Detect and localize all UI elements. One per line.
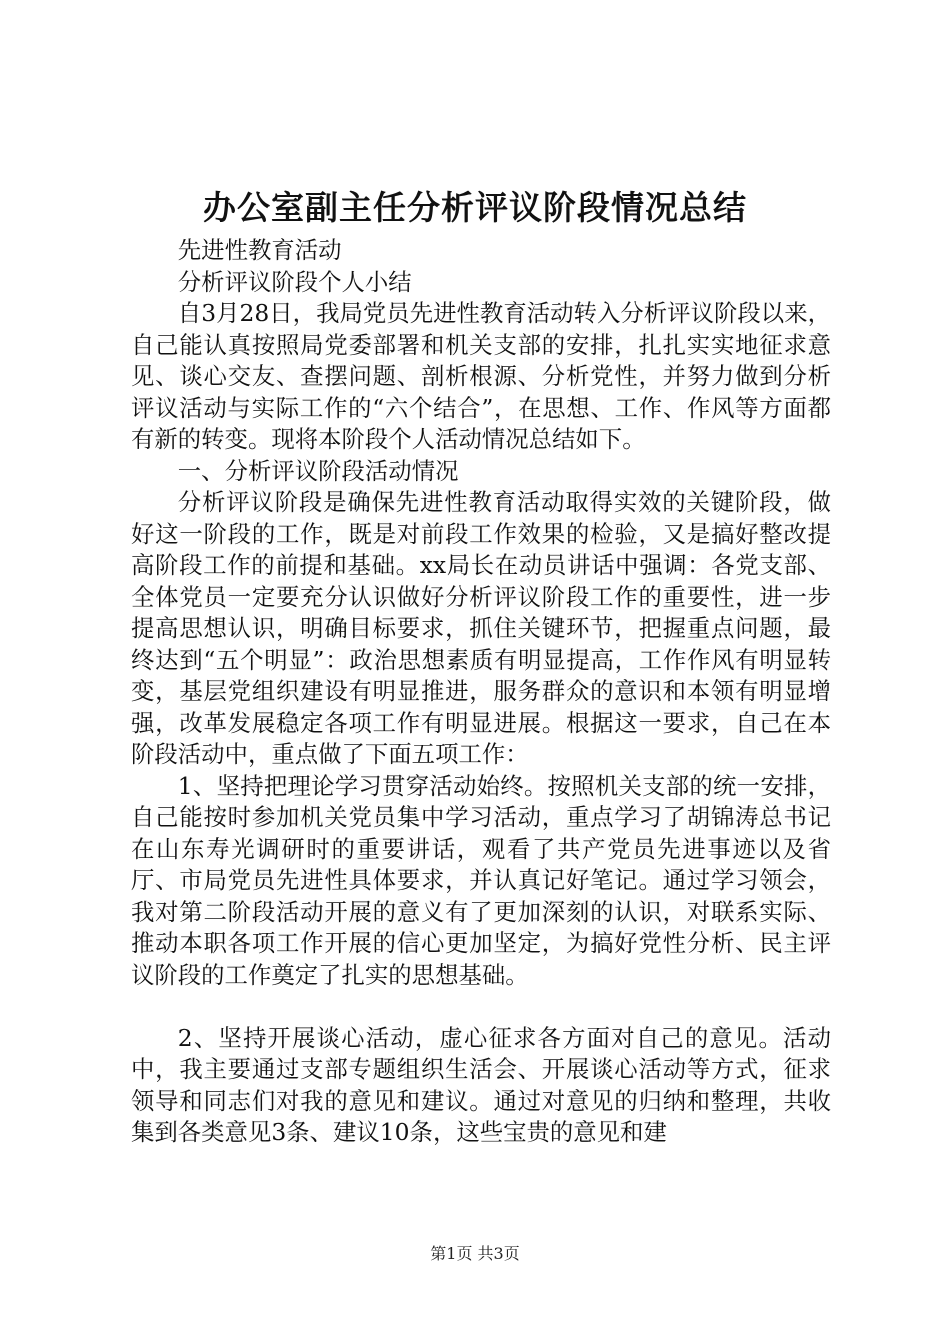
page-total: 共3页 [477, 1244, 520, 1263]
page-footer [0, 1242, 950, 1266]
section-heading-1: 一、分析评议阶段活动情况 [177, 456, 459, 485]
document-body [131, 235, 831, 1149]
page-number: 第1页 [430, 1244, 473, 1263]
paragraph-stage-overview: 分析评议阶段是确保先进性教育活动取得实效的关键阶段，做好这一阶段的工作，既是对前段工作效果的检验，又是搞好整改提高阶段工作的前提和基础。xx局长在动员讲话中强调：各党支部、全体党员一定要充分认识做好分析评议阶段工作的重要性，进一步提高思想认识，明确目标要求，抓住关键环节，把握重点问题，最终达到“五个明显”：政治思想素质有明显提高，工作作风有明显转变，基层党组织建设有明显推进，服务群众的意识和本领有明显增强，改革发展稳定各项工作有明显进展。根据这一要求，自己在本阶段活动中，重点做了下面五项工作： [131, 488, 831, 768]
paragraph-item-1: 1、坚持把理论学习贯穿活动始终。按照机关支部的统一安排，自己能按时参加机关党员集中学习活动，重点学习了胡锦涛总书记在山东寿光调研时的重要讲话，观看了共产党员先进事迹以及省厅、市局党员先进性具体要求，并认真记好笔记。通过学习领会，我对第二阶段活动开展的意义有了更加深刻的认识，对联系实际、推动本职各项工作开展的信心更加坚定，为搞好党性分析、民主评议阶段的工作奠定了扎实的思想基础。 [131, 771, 831, 989]
paragraph-item-2: 2、坚持开展谈心活动，虚心征求各方面对自己的意见。活动中，我主要通过支部专题组织生活会、开展谈心活动等方式，征求领导和同志们对我的意见和建议。通过对意见的归纳和整理，共收集到各类意见3条、建议10条，这些宝贵的意见和建 [131, 1023, 831, 1146]
document-title: 办公室副主任分析评议阶段情况总结 [203, 188, 747, 227]
paragraph-subtitle: 分析评议阶段个人小结 [177, 267, 412, 296]
paragraph-intro: 自3月28日，我局党员先进性教育活动转入分析评议阶段以来，自己能认真按照局党委部署和机关支部的安排，扎扎实实地征求意见、谈心交友、查摆问题、剖析根源、分析党性，并努力做到分析评议活动与实际工作的“六个结合”，在思想、工作、作风等方面都有新的转变。现将本阶段个人活动情况总结如下。 [131, 299, 831, 453]
paragraph-activity-name: 先进性教育活动 [177, 236, 342, 264]
